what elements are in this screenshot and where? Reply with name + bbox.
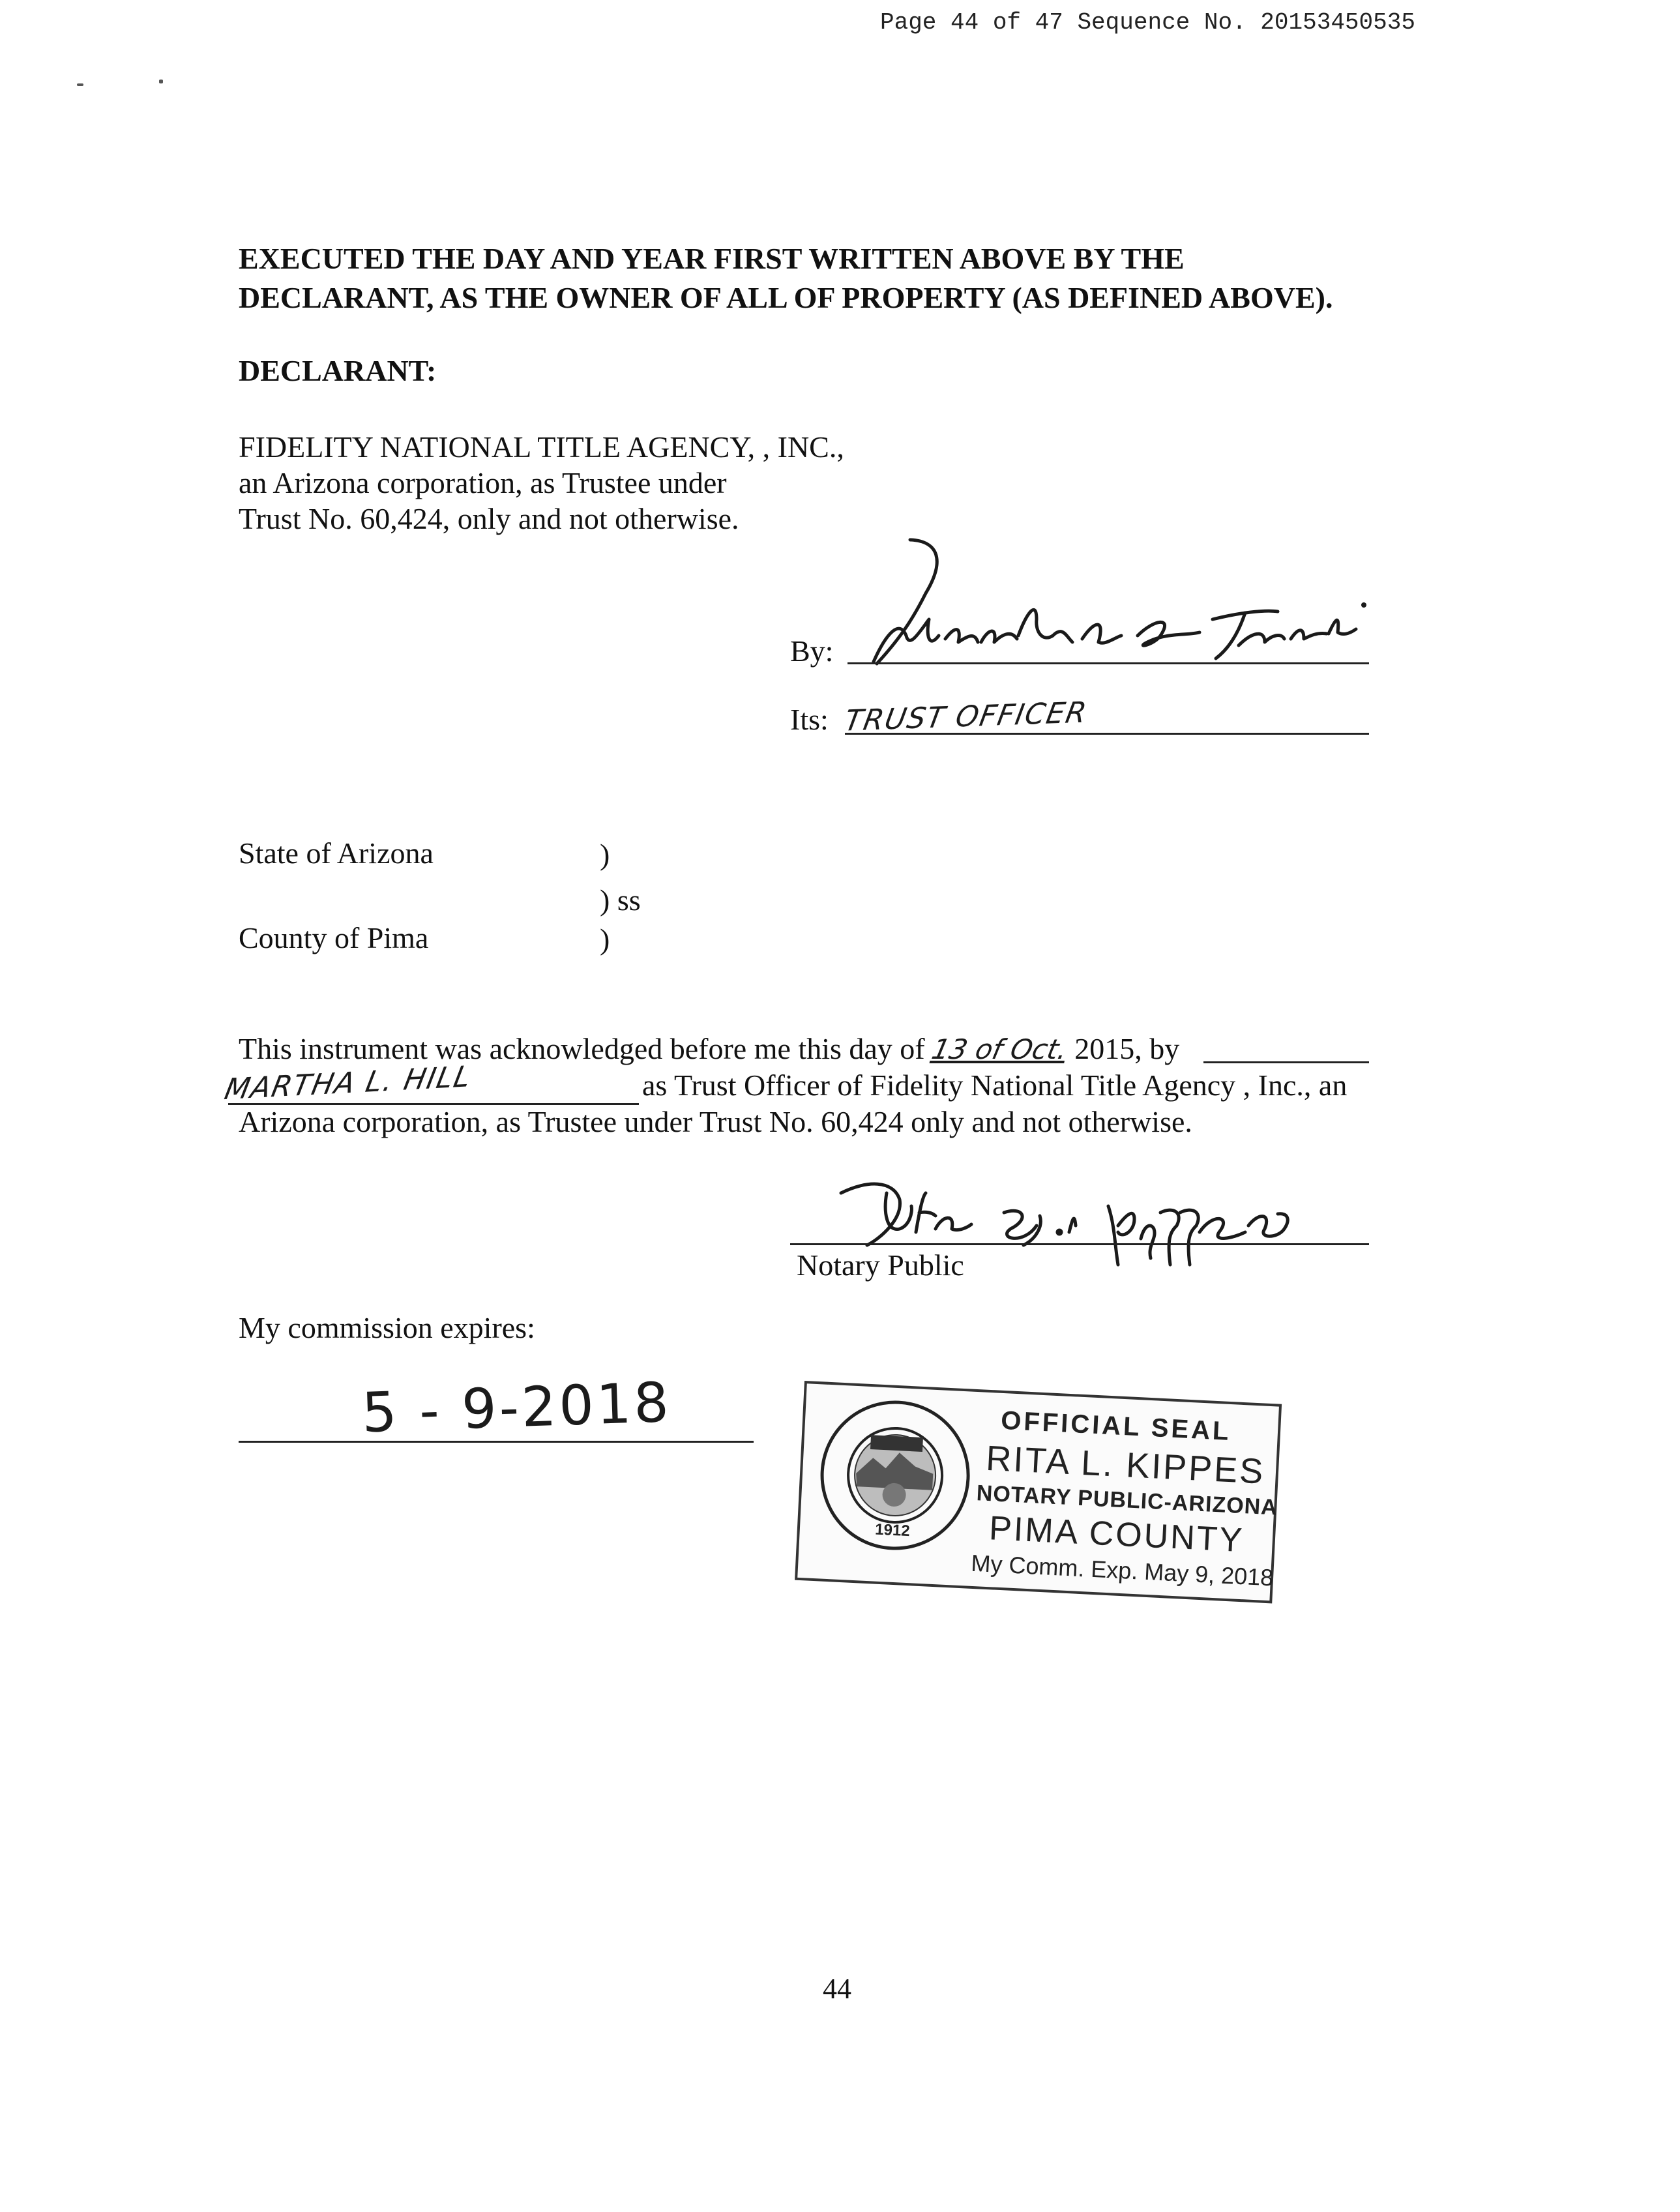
seal-notary-name: RITA L. KIPPES	[985, 1438, 1266, 1492]
venue-paren-ss: ) ss	[600, 883, 641, 917]
by-signature-image	[847, 522, 1369, 678]
acknowledgment-date-handwritten: 13 of Oct.	[929, 1033, 1071, 1065]
venue-county: County of Pima	[239, 921, 429, 954]
acknowledgment-text-2: 2015, by	[1067, 1032, 1180, 1065]
acknowledgment-line-2: as Trust Officer of Fidelity National Title Agency , Inc., an	[642, 1069, 1348, 1102]
seal-emblem-year: 1912	[874, 1520, 911, 1541]
seal-county: PIMA COUNTY	[988, 1509, 1245, 1560]
commission-label: My commission expires:	[239, 1311, 535, 1344]
by-signature-line	[847, 662, 1369, 664]
executed-line-1: EXECUTED THE DAY AND YEAR FIRST WRITTEN ABOVE BY THE	[239, 242, 1185, 275]
venue-paren-3: )	[600, 922, 610, 956]
notary-label: Notary Public	[797, 1248, 964, 1282]
page-number: 44	[823, 1973, 851, 2005]
acknowledgment-line-1	[239, 1030, 1179, 1069]
acknowledgment-line-3: Arizona corporation, as Trustee under Trust No. 60,424 only and not otherwise.	[239, 1105, 1192, 1138]
its-line	[845, 733, 1369, 735]
commission-date-handwritten: 5 - 9-2018	[361, 1370, 673, 1445]
seal-expiry: My Comm. Exp. May 9, 2018	[970, 1549, 1275, 1591]
declarant-line-3: Trust No. 60,424, only and not otherwise.	[239, 502, 739, 535]
declarant-line-2: an Arizona corporation, as Trustee under	[239, 466, 727, 499]
its-label: Its:	[790, 703, 829, 736]
acknowledgment-text-1: This instrument was acknowledged before me this day of	[239, 1032, 925, 1065]
scan-speck	[159, 80, 163, 83]
seal-notary-role: NOTARY PUBLIC-ARIZONA	[975, 1481, 1278, 1520]
executed-line-2: DECLARANT, AS THE OWNER OF ALL OF PROPERTY (AS DEFINED ABOVE).	[239, 281, 1333, 314]
venue-paren-1: )	[600, 838, 610, 871]
acknowledgment-blank-line	[1203, 1061, 1369, 1063]
scan-speck	[77, 83, 83, 86]
seal-title: OFFICIAL SEAL	[1000, 1406, 1232, 1447]
by-label: By:	[790, 634, 834, 668]
acknowledgment-name-handwritten: MARTHA L. HILL	[222, 1059, 475, 1107]
declarant-line-1: FIDELITY NATIONAL TITLE AGENCY, , INC.,	[239, 430, 844, 464]
venue-state: State of Arizona	[239, 836, 434, 870]
official-seal-stamp	[795, 1381, 1282, 1603]
great-seal-emblem	[813, 1393, 977, 1557]
declarant-heading: DECLARANT:	[239, 354, 437, 387]
its-handwritten-value: TRUST OFFICER	[842, 696, 1091, 738]
page-sequence-header: Page 44 of 47 Sequence No. 20153450535	[880, 9, 1415, 36]
commission-line	[239, 1441, 754, 1443]
notary-signature-line	[790, 1243, 1369, 1245]
